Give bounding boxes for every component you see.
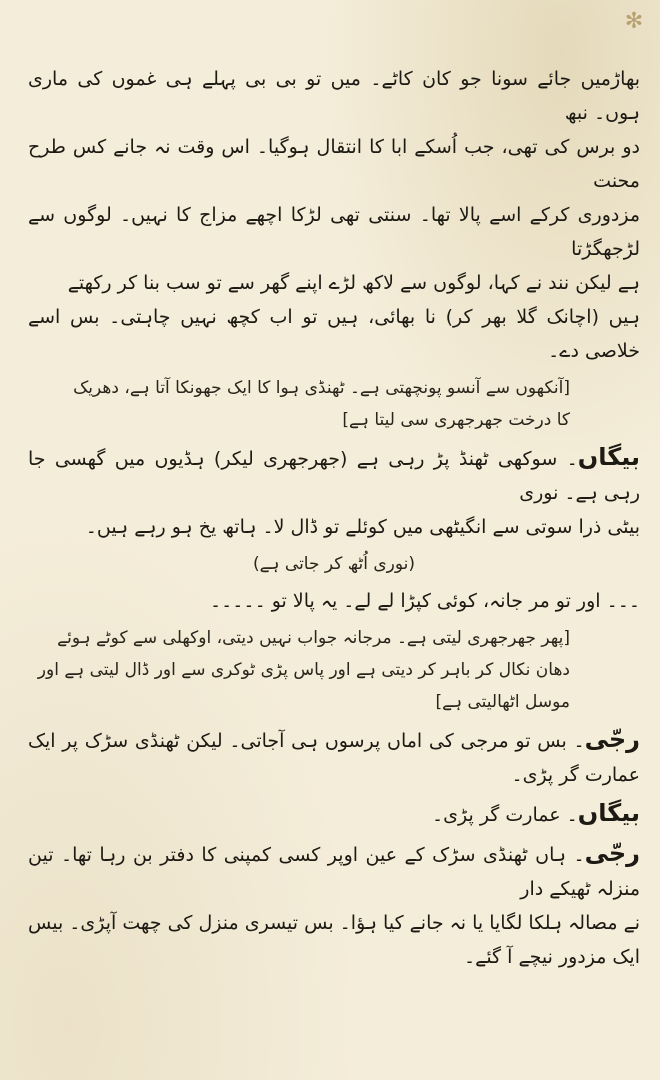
speaker-name: بیگاں	[577, 799, 640, 827]
stage-direction-2: (نوری اُٹھ کر جاتی ہے)	[252, 554, 416, 574]
stage-direction-3	[28, 622, 640, 718]
text-line: مزدوری کرکے اسے پالا تھا۔ سنتی تھی لڑکا اچھے مزاج کا نہیں۔ لوگوں سے لڑجھگڑتا	[28, 204, 640, 260]
dialogue-begum-2	[28, 796, 640, 832]
dialogue-text: ۔ سوکھی ٹھنڈ پڑ رہی ہے (جھرجھری لیکر) ہڈیوں میں گھسی جا رہی ہے۔ نوری	[28, 448, 640, 504]
dialogue-text: ایک مزدور نیچے آ گئے۔	[464, 946, 640, 968]
speaker-name: رجّی	[584, 839, 640, 867]
stage-line: [آنکھوں سے آنسو پونچھتی ہے۔ ٹھنڈی ہوا کا ایک جھونکا آتا ہے، دھریک	[73, 378, 570, 398]
stage-line: موسل اٹھالیتی ہے]	[435, 692, 570, 712]
dialogue-text: ۔ بس تو مرجی کی اماں پرسوں ہی آجاتی۔ لیکن ٹھنڈی سڑک پر ایک عمارت گر پڑی۔	[28, 730, 640, 786]
dialogue-begum-1	[28, 440, 640, 544]
text-line: دو برس کی تھی، جب اُسکے ابا کا انتقال ہوگیا۔ اس وقت نہ جانے کس طرح محنت	[28, 136, 640, 192]
paragraph-opening	[28, 62, 640, 368]
document-body	[28, 62, 640, 978]
speaker-name: رجّی	[584, 725, 640, 753]
dialogue-text: ۔ عمارت گر پڑی۔	[432, 804, 578, 826]
dialogue-text: نے مصالہ ہلکا لگایا یا نہ جانے کیا ہؤا۔ بس تیسری منزل کی چھت آپڑی۔ بیس	[28, 912, 640, 934]
page-corner-mark: ✻	[624, 9, 644, 34]
text-line: ہے لیکن نند نے کہا، لوگوں سے لاکھ لڑے اپنے گھر سے تو سب بنا کر رکھتے	[67, 272, 640, 294]
stage-line: دھان نکال کر باہر کر دیتی ہے اور پاس پڑی ٹوکری سے اور ڈال لیتی ہے اور	[37, 660, 570, 680]
stage-line: کا درخت جھرجھری سی لیتا ہے]	[342, 410, 570, 430]
stage-line: [پھر جھرجھری لیتی ہے۔ مرجانہ جواب نہیں دیتی، اوکھلی سے کوٹے ہوئے	[57, 628, 570, 648]
dialogue-text: بیٹی ذرا سوتی سے انگیٹھی میں کوئلے تو ڈال لا۔ ہاتھ یخ ہو رہے ہیں۔	[85, 516, 640, 538]
text-line: ہیں (اچانک گلا بھر کر) نا بھائی، ہیں تو اب کچھ نہیں چاہتی۔ بس اسے خلاصی دے۔	[28, 306, 640, 362]
dialogue-text: ۔ ہاں ٹھنڈی سڑک کے عین اوپر کسی کمپنی کا دفتر بن رہا تھا۔ تین منزلہ ٹھیکے دار	[28, 844, 640, 900]
dialogue-continued: ۔۔۔ اور تو مر جانہ، کوئی کپڑا لے لے۔ یہ پالا تو ۔۔۔۔۔	[210, 590, 640, 612]
text-line: بھاڑمیں جائے سونا جو کان کاٹے۔ میں تو بی بی پہلے ہی غموں کی ماری ہوں۔ نبھ	[28, 68, 640, 124]
speaker-name: بیگاں	[577, 443, 640, 471]
dialogue-rajji-1	[28, 722, 640, 792]
stage-direction-1	[28, 372, 640, 436]
dialogue-rajji-2	[28, 836, 640, 974]
